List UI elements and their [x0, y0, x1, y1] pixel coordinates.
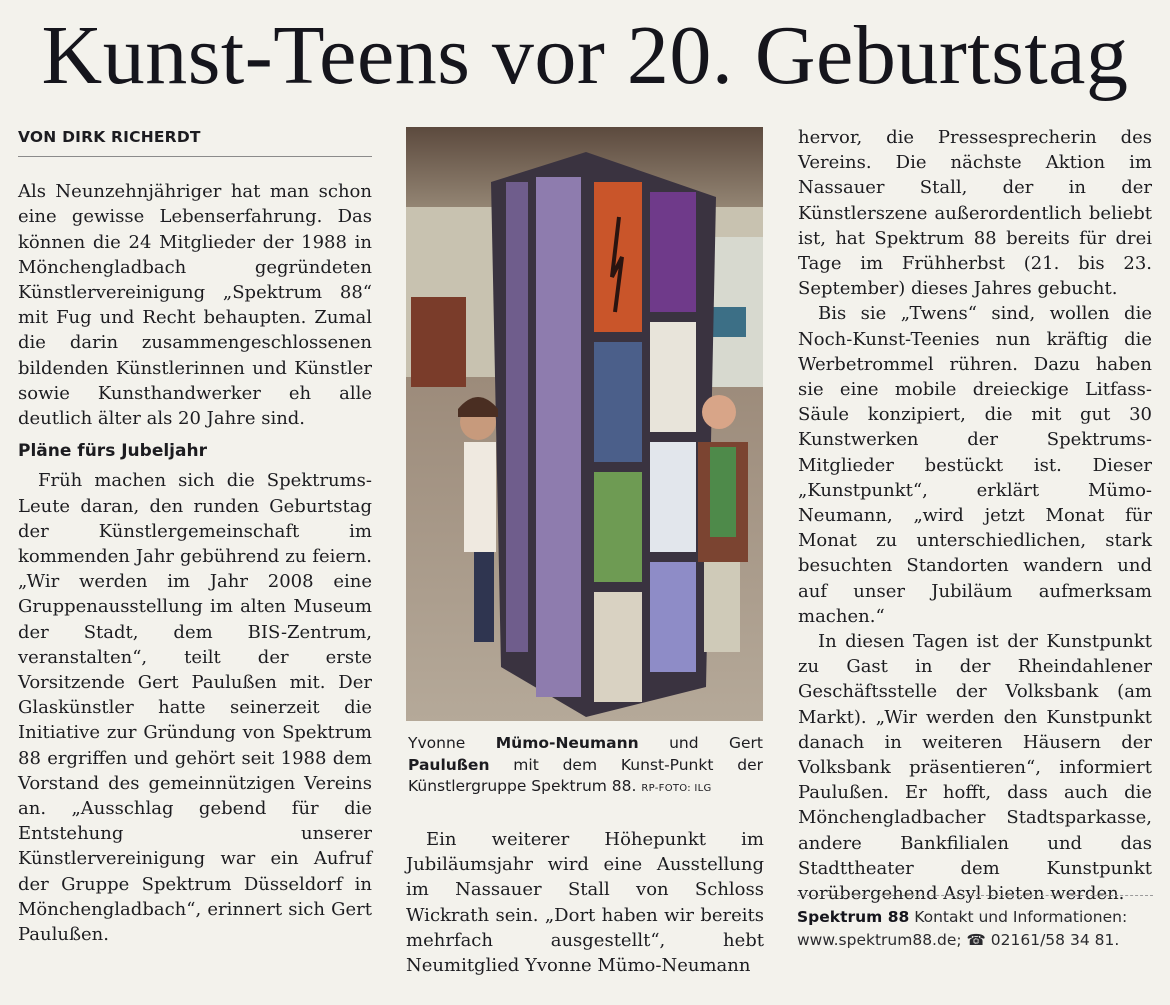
photo-credit: RP-FOTO: ILG — [641, 783, 712, 794]
paragraph: Als Neunzehnjähriger hat man schon eine gewisse Lebenserfahrung. Das können die 24 Mitglieder der 1988 in Mönchengladbach gegründeten Künstlervereinigung „Spektrum 88“ mit Fug und Recht behaupten. Zumal die darin zusammengeschlossenen bildenden Künstlerinnen und Künstler sowie Kunsthandwerker eh alle deutlich älter als 20 Jahre sind. — [18, 181, 372, 430]
caption-text: mit dem Kunst-Punkt der Künstlergruppe Spektrum 88. — [408, 755, 763, 795]
byline: VON DIRK RICHERDT — [18, 123, 372, 157]
info-title: Spektrum 88 — [797, 908, 910, 926]
column-3 — [798, 125, 1152, 906]
paragraph: Früh machen sich die Spektrums-Leute daran, den runden Geburtstag der Künstlergemeinschaft im kommenden Jahr gebührend zu feiern. „Wir werden im Jahr 2008 eine Gruppenausstellung im alten Museum der Stadt, dem BIS-Zentrum, veranstalten“, teilt der erste Vorsitzende Gert Paulußen mit. Der Glaskünstler hatte seinerzeit die Initiative zur Gründung von Spektrum 88 ergriffen und gehört seit 1988 dem Vorstand des gemeinnützigen Vereins an. „Ausschlag gebend für die Entstehung unserer Künstlervereinigung war ein Aufruf der Gruppe Spektrum Düsseldorf in Mönchengladbach“, erinnert sich Gert Paulußen. — [18, 470, 372, 946]
phone-icon: ☎ — [966, 930, 986, 949]
paragraph: In diesen Tagen ist der Kunstpunkt zu Gast in der Rheindahlener Geschäftsstelle der Volksbank (am Markt). „Wir werden den Kunstpunkt danach in weiteren Häusern der Volksbank präsentieren“, informiert Paulußen. Er hofft, dass auch die Mönchengladbacher Stadtsparkasse, andere Bankfilialen und das Stadttheater dem Kunstpunkt vorübergehend Asyl bieten werden. — [798, 631, 1152, 905]
headline: Kunst-Teens vor 20. Geburtstag — [41, 9, 1129, 102]
paragraph: Ein weiterer Höhepunkt im Jubiläumsjahr wird eine Ausstellung im Nassauer Stall von Schloss Wickrath sein. „Dort haben wir bereits mehrfach ausgestellt“, hebt Neumitglied Yvonne Mümo-Neumann — [406, 829, 764, 977]
caption-name-2: Paulußen — [408, 755, 490, 774]
info-phone: 02161/58 34 81. — [985, 930, 1120, 949]
photo-illustration — [406, 127, 763, 721]
column-2 — [406, 827, 764, 978]
info-text: Kontakt und Informationen: www.spektrum88.de; — [797, 908, 1128, 949]
paragraph: hervor, die Pressesprecherin des Vereins. Die nächste Aktion im Nassauer Stall, der in der Künstlerszene außerordentlich beliebt ist, hat Spektrum 88 bereits für drei Tage im Frühherbst (21. bis 23. September) dieses Jahres gebucht. — [798, 127, 1152, 300]
column-1 — [18, 123, 372, 947]
info-box — [797, 895, 1153, 951]
subheading: Pläne fürs Jubeljahr — [18, 441, 207, 462]
paragraph: Bis sie „Twens“ sind, wollen die Noch-Kunst-Teenies nun kräftig die Werbetrommel rühren. Dazu haben sie eine mobile dreieckige Litfass-Säule konzipiert, die mit gut 30 Kunstwerken der Spektrums-Mitglieder bestückt ist. Dieser „Kunstpunkt“, erklärt Mümo-Neumann, „wird jetzt Monat für Monat zu unterschiedlichen, stark besuchten Standorten wandern und auf unser Jubiläum aufmerksam machen.“ — [798, 303, 1152, 627]
article-photo — [406, 127, 763, 721]
caption-text: Yvonne — [408, 734, 496, 752]
caption-name-1: Mümo-Neumann — [495, 734, 639, 752]
caption-text: und Gert — [638, 734, 763, 752]
photo-caption — [408, 733, 763, 800]
